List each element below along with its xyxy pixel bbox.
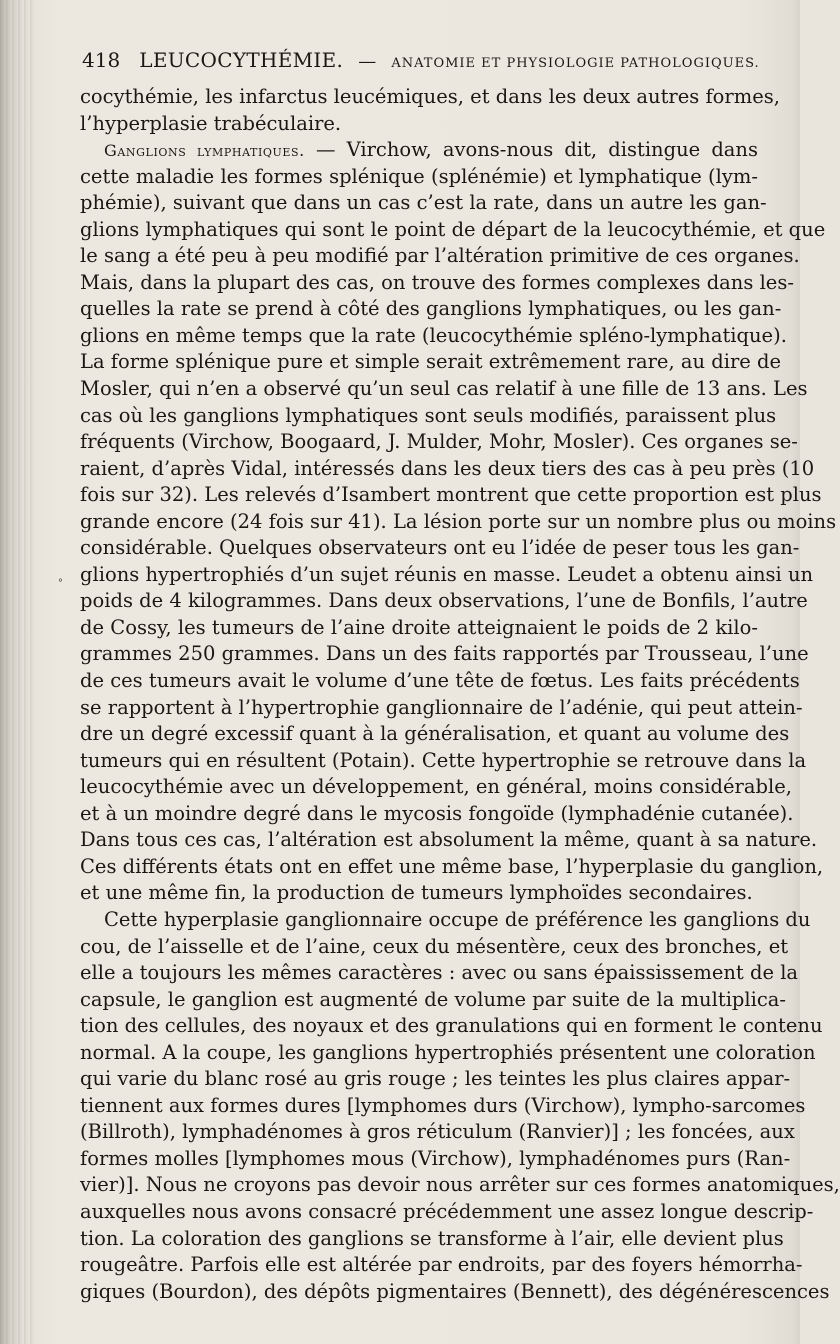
text-line: auxquelles nous avons consacré précédemment une assez longue descrip- (80, 1199, 814, 1223)
text-line: normal. A la coupe, les ganglions hypertrophiés présentent une coloration (80, 1040, 816, 1064)
page-number: 418 (82, 48, 121, 72)
text-line: raient, d’après Vidal, intéressés dans les deux tiers des cas à peu près (10 (80, 456, 815, 480)
text-line: rougeâtre. Parfois elle est altérée par endroits, par des foyers hémorrha- (80, 1253, 803, 1277)
page-binding-edge (0, 0, 34, 1344)
text-line: de ces tumeurs avait le volume d’une tête de fœtus. Les faits précédents (80, 669, 800, 693)
text-line: fréquents (Virchow, Boogaard, J. Mulder, Mohr, Mosler). Ces organes se- (80, 430, 798, 454)
text-line: Mosler, qui n’en a observé qu’un seul cas relatif à une fille de 13 ans. Les (80, 377, 808, 401)
text-line: l’hyperplasie trabéculaire. (80, 111, 342, 135)
text-line: tion. La coloration des ganglions se transforme à l’air, elle devient plus (80, 1226, 784, 1250)
text-line: dre un degré excessif quant à la généralisation, et quant au volume des (80, 722, 790, 746)
text-line: et une même fin, la production de tumeurs lymphoïdes secondaires. (80, 881, 753, 905)
text-line: Dans tous ces cas, l’altération est absolument la même, quant à sa nature. (80, 828, 818, 852)
text-line: La forme splénique pure et simple serait extrêmement rare, au dire de (80, 350, 782, 374)
text-line: se rapportent à l’hypertrophie ganglionnaire de l’adénie, qui peut attein- (80, 695, 803, 719)
text-line: formes molles [lymphomes mous (Virchow), lymphadénomes purs (Ran- (80, 1146, 791, 1170)
body-text (80, 84, 840, 1305)
text-line: Cette hyperplasie ganglionnaire occupe de préférence les ganglions du (104, 907, 811, 931)
text-line: fois sur 32). Les relevés d’Isambert montrent que cette proportion est plus (80, 483, 822, 507)
text-line: de Cossy, les tumeurs de l’aine droite atteignaient le poids de 2 kilo- (80, 615, 758, 639)
margin-mark: ° (58, 578, 63, 589)
header-separator: — (358, 51, 377, 72)
text-line: cou, de l’aisselle et de l’aine, ceux du mésentère, ceux des bronches, et (80, 934, 789, 958)
text-line-rest: — Virchow, avons-nous dit, distingue dans (304, 138, 759, 162)
text-line: glions en même temps que la rate (leucocythémie spléno-lymphatique). (80, 323, 787, 347)
text-line: poids de 4 kilogrammes. Dans deux observations, l’une de Bonfils, l’autre (80, 589, 808, 613)
text-line: (Billroth), lymphadénomes à gros réticulum (Ranvier)] ; les foncées, aux (80, 1120, 795, 1144)
running-title: LEUCOCYTHÉMIE. (139, 48, 344, 72)
page-header (82, 48, 760, 76)
text-line: tiennent aux formes dures [lymphomes durs (Virchow), lympho-sarcomes (80, 1093, 806, 1117)
text-line: quelles la rate se prend à côté des ganglions lymphatiques, ou les gan- (80, 297, 782, 321)
text-line: capsule, le ganglion est augmenté de volume par suite de la multiplica- (80, 987, 787, 1011)
text-line: considérable. Quelques observateurs ont eu l’idée de peser tous les gan- (80, 536, 800, 560)
text-line: cette maladie les formes splénique (splénémie) et lymphatique (lym- (80, 164, 758, 188)
text-line (80, 137, 758, 164)
text-line: tion des cellules, des noyaux et des granulations qui en forment le contenu (80, 1014, 823, 1038)
text-line: Ces différents états ont en effet une même base, l’hyperplasie du ganglion, (80, 854, 824, 878)
text-line: grammes 250 grammes. Dans un des faits rapportés par Trousseau, l’une (80, 642, 809, 666)
text-line: cas où les ganglions lymphatiques sont seuls modifiés, paraissent plus (80, 403, 777, 427)
section-heading: Ganglions lymphatiques. (104, 141, 305, 161)
text-line: leucocythémie avec un développement, en général, moins considérable, (80, 775, 792, 799)
text-line: giques (Bourdon), des dépôts pigmentaires (Bennett), des dégénérescences (80, 1279, 830, 1303)
text-line: et à un moindre degré dans le mycosis fongoïde (lymphadénie cutanée). (80, 801, 794, 825)
text-line: glions hypertrophiés d’un sujet réunis en masse. Leudet a obtenu ainsi un (80, 562, 814, 586)
text-line: glions lymphatiques qui sont le point de départ de la leucocythémie, et que (80, 217, 826, 241)
text-line: cocythémie, les infarctus leucémiques, et dans les deux autres formes, (80, 85, 780, 108)
running-subtitle: ANATOMIE ET PHYSIOLOGIE PATHOLOGIQUES. (391, 56, 760, 71)
text-line: elle a toujours les mêmes caractères : avec ou sans épaississement de la (80, 961, 799, 985)
text-line: le sang a été peu à peu modifié par l’altération primitive de ces organes. (80, 244, 800, 268)
text-line: grande encore (24 fois sur 41). La lésion porte sur un nombre plus ou moins (80, 509, 837, 533)
text-line: vier)]. Nous ne croyons pas devoir nous arrêter sur ces formes anatomiques, (80, 1173, 840, 1197)
text-line: qui varie du blanc rosé au gris rouge ; les teintes les plus claires appar- (80, 1067, 791, 1091)
text-line: tumeurs qui en résultent (Potain). Cette hypertrophie se retrouve dans la (80, 748, 807, 772)
text-line: Mais, dans la plupart des cas, on trouve des formes complexes dans les- (80, 270, 794, 294)
text-line: phémie), suivant que dans un cas c’est la rate, dans un autre les gan- (80, 191, 767, 215)
